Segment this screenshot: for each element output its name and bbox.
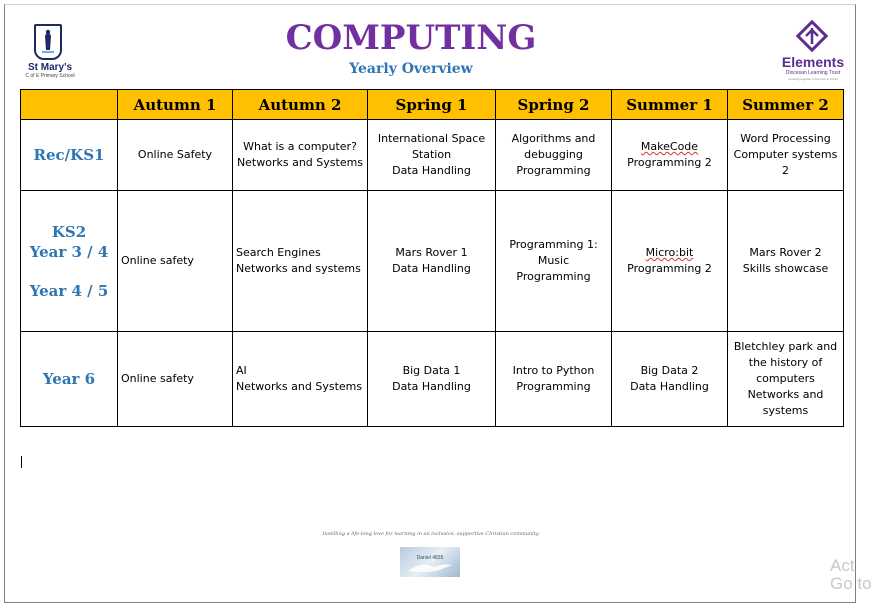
- table-cell: [728, 191, 844, 332]
- table-cell: [118, 120, 233, 191]
- cell-line: Online safety: [121, 254, 194, 267]
- cell-line-spellcheck: MakeCode: [640, 140, 699, 153]
- cell-line: Search Engines: [236, 246, 321, 259]
- header-cell: Summer 1: [612, 90, 728, 120]
- table-cell: [728, 120, 844, 191]
- cell-line: Programming: [516, 164, 591, 177]
- cell-line: Programming 2: [627, 262, 712, 275]
- cell-line: Data Handling: [392, 262, 471, 275]
- row-label-line: Year 6: [42, 370, 96, 388]
- footer-badge-text: Daniel 4835: [416, 555, 444, 561]
- logo-left-subtext: C of E Primary School: [25, 73, 75, 79]
- logo-right-tagline: Growing together in the love of Christ: [788, 77, 838, 81]
- table-cell: [496, 332, 612, 427]
- cell-line: Skills showcase: [742, 262, 829, 275]
- row-label-line: Year 4 / 5: [29, 281, 109, 300]
- row-label-gap: [24, 262, 114, 281]
- school-crest-icon: [34, 24, 62, 60]
- row-label-line: KS2: [51, 222, 87, 241]
- cell-line: Networks and Systems: [236, 380, 363, 393]
- cell-line: 2: [782, 164, 789, 177]
- footer-motto: Instilling a life-long love for learning in an inclusive, supportive Christian community.: [322, 531, 540, 537]
- cell-line: Intro to Python: [512, 364, 595, 377]
- watermark-line: Act: [830, 556, 855, 575]
- cell-line: Word Processing: [740, 132, 831, 145]
- page-title: COMPUTING: [285, 18, 537, 58]
- cell-line: Big Data 1: [402, 364, 461, 377]
- cell-line: International Space: [377, 132, 486, 145]
- cell-line-wrap: [615, 139, 724, 155]
- cell-line-spellcheck: Micro:bit: [645, 246, 694, 259]
- cell-line: Online safety: [121, 372, 194, 385]
- table-cell: [368, 332, 496, 427]
- activation-watermark: [830, 557, 872, 593]
- table-cell: [612, 120, 728, 191]
- cell-line: Programming 1:: [509, 238, 598, 251]
- table-cell: [233, 191, 368, 332]
- table-cell: [368, 120, 496, 191]
- cell-line: What is a computer?: [243, 140, 357, 153]
- cell-line: systems: [762, 404, 809, 417]
- table-cell: [496, 120, 612, 191]
- cell-line: Bletchley park and: [733, 340, 838, 353]
- text-cursor[interactable]: [21, 456, 22, 468]
- table-row: [21, 332, 844, 427]
- header-cell: Autumn 1: [118, 90, 233, 120]
- row-label: [21, 120, 118, 191]
- table-cell: [612, 332, 728, 427]
- cell-line: Online Safety: [137, 148, 213, 161]
- page-subtitle: Yearly Overview: [349, 61, 473, 77]
- header-cell: [21, 90, 118, 120]
- cell-line: Networks and Systems: [236, 156, 364, 169]
- yearly-overview-table: [20, 89, 844, 427]
- cell-line: Networks and: [747, 388, 824, 401]
- header-cell: Spring 2: [496, 90, 612, 120]
- cell-line: Data Handling: [392, 380, 471, 393]
- cell-line: Programming 2: [627, 156, 712, 169]
- elements-logo: [778, 22, 848, 82]
- logo-left-name: St Mary's: [27, 62, 73, 73]
- cell-line: Programming: [516, 270, 591, 283]
- cell-line: AI: [236, 364, 247, 377]
- watermark-line: Go to: [830, 574, 872, 593]
- table-cell: [118, 332, 233, 427]
- dove-icon: [406, 559, 454, 575]
- row-label-line: Rec/KS1: [33, 146, 105, 164]
- row-label-line: Year 3 / 4: [29, 242, 109, 261]
- table-cell: [368, 191, 496, 332]
- st-marys-logo: [22, 24, 78, 80]
- elements-diamond-icon: [794, 22, 830, 56]
- row-label: [21, 332, 118, 427]
- logo-right-name: Elements: [781, 54, 845, 70]
- cell-line: Data Handling: [630, 380, 709, 393]
- cell-line: Station: [411, 148, 452, 161]
- logo-right-subtext: Diocesan Learning Trust: [785, 70, 841, 76]
- cell-line: computers: [756, 372, 815, 385]
- table-cell: [118, 191, 233, 332]
- header-cell: Summer 2: [728, 90, 844, 120]
- cell-line: Programming: [516, 380, 591, 393]
- table-cell: [233, 120, 368, 191]
- table-header-row: [21, 90, 844, 120]
- header-cell: Autumn 2: [233, 90, 368, 120]
- cell-line: Algorithms and: [511, 132, 596, 145]
- cell-line: Networks and systems: [236, 262, 361, 275]
- cell-line: the history of: [748, 356, 823, 369]
- cell-line: Big Data 2: [640, 364, 699, 377]
- cell-line: Music: [537, 254, 570, 267]
- cell-line: Data Handling: [392, 164, 471, 177]
- table-cell: [612, 191, 728, 332]
- row-label: [21, 191, 118, 332]
- cell-line: debugging: [524, 148, 583, 161]
- cell-line-wrap: [615, 245, 724, 261]
- header-cell: Spring 1: [368, 90, 496, 120]
- table-row: [21, 120, 844, 191]
- table-row: [21, 191, 844, 332]
- cell-line: Mars Rover 2: [749, 246, 822, 259]
- table-cell: [233, 332, 368, 427]
- footer-badge-image: [400, 547, 460, 577]
- cell-line: Computer systems: [733, 148, 838, 161]
- cell-line: Mars Rover 1: [395, 246, 468, 259]
- table-cell: [728, 332, 844, 427]
- table-cell: [496, 191, 612, 332]
